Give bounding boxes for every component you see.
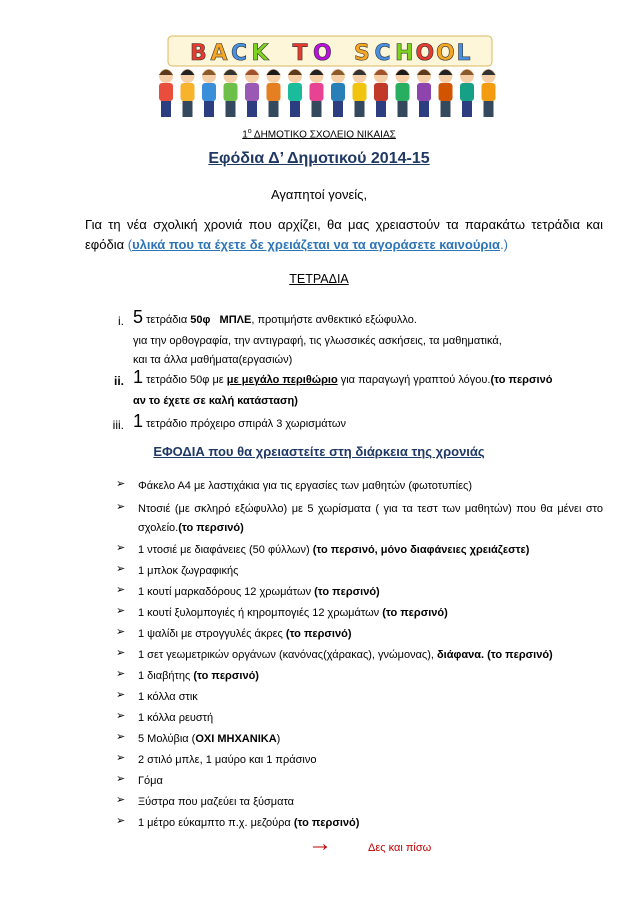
arrow-bullet-icon: ➢ [116, 584, 126, 596]
supplies-heading: ΕΦΟΔΙΑ που θα χρειαστείτε στη διάρκεια της χρονιάς [153, 444, 485, 459]
supply-item: 1 κουτί μαρκαδόρους 12 χρωμάτων (το περσινό) [138, 586, 380, 598]
children-illustration [150, 30, 510, 122]
supply-item: 1 ντοσιέ με διαφάνειες (50 φύλλων) (το περσινό, μόνο διαφάνειες χρειάζεστε) [138, 544, 530, 556]
supply-item: 1 κόλλα ρευστή [138, 712, 214, 724]
back-to-school-banner [150, 30, 510, 122]
banner-letter: L [456, 41, 471, 66]
greeting: Αγαπητοί γονείς, [270, 187, 368, 202]
banner-letter: C [374, 41, 391, 66]
banner-letter: O [415, 41, 435, 66]
supply-item: Γόμα [138, 775, 163, 787]
arrow-bullet-icon: ➢ [116, 626, 126, 638]
child-figure [288, 69, 302, 117]
supply-item: 1 διαβήτης (το περσινό) [138, 670, 259, 682]
item-i-number: i. [118, 314, 124, 328]
intro-paragraph: Για τη νέα σχολική χρονιά που αρχίζει, θα μας χρειαστούν τα παρακάτω τετράδια και εφόδια (υλικά που τα έχετε δε χρειάζεται να τα αγοράσετε καινούρια.) [85, 217, 603, 252]
item-ii-line1: 1 τετράδιο 50φ με με μεγάλο περιθώριο για παραγωγή γραπτού λόγου.(το περσινό [133, 367, 553, 387]
child-figure [439, 69, 453, 117]
supply-item: 1 σετ γεωμετρικών οργάνων (κανόνας(χάρακας), γνώμονας), διάφανα. (το περσινό) [138, 649, 553, 661]
notebooks-heading: ΤΕΤΡΑΔΙΑ [289, 272, 349, 286]
item-iii-line1: 1 τετράδιο πρόχειρο σπιράλ 3 χωρισμάτων [133, 411, 346, 431]
child-figure [353, 69, 367, 117]
see-back-note: Δες και πίσω [368, 842, 432, 854]
item-i-line3: και τα άλλα μαθήματα(εργασιών) [133, 354, 293, 366]
supply-item: Φάκελο Α4 με λαστιχάκια για τις εργασίες των μαθητών (φωτοτυπίες) [138, 480, 472, 492]
item-iii-number: iii. [112, 418, 124, 432]
school-name: $1^o$ ΔΗΜΟΤΙΚΟ ΣΧΟΛΕΙΟ ΝΙΚΑΙΑΣ [242, 128, 396, 141]
child-figure [267, 69, 281, 117]
supply-item: Ντοσιέ (με σκληρό εξώφυλλο) με 5 χωρίσματα ( για τα τεστ των μαθητών) που θα μένει στο σχολείο.(το περσινό) [138, 503, 603, 534]
item-ii-number: ii. [113, 374, 124, 388]
arrow-bullet-icon: ➢ [116, 563, 126, 575]
item-i-line2: για την ορθογραφία, την αντιγραφή, τις γλωσσικές ασκήσεις, τα μαθηματικά, [133, 335, 502, 347]
arrow-bullet-icon: ➢ [116, 478, 126, 490]
banner-letter: H [395, 41, 414, 66]
supply-item: 2 στιλό μπλε, 1 μαύρο και 1 πράσινο [138, 754, 317, 766]
banner-letter: O [313, 41, 332, 66]
arrow-bullet-icon: ➢ [116, 731, 126, 743]
supply-item: 1 μέτρο εύκαμπτο π.χ. μεζούρα (το περσινό) [138, 817, 360, 829]
child-figure [417, 69, 431, 117]
banner-title [190, 41, 471, 66]
supply-item: 5 Μολύβια (ΟΧΙ ΜΗΧΑΝΙΚΑ) [138, 733, 281, 745]
intro-note: υλικά που τα έχετε δε χρειάζεται να τα αγοράσετε καινούρια [132, 237, 501, 252]
banner-letter: S [354, 41, 370, 66]
supply-item: Ξύστρα που μαζεύει τα ξύσματα [138, 796, 295, 808]
child-figure [159, 69, 173, 117]
arrow-bullet-icon: ➢ [116, 710, 126, 722]
supply-item: 1 κουτί ξυλομπογιές ή κηρομπογιές 12 χρωμάτων (το περσινό) [138, 607, 448, 619]
arrow-right-icon: → [308, 830, 332, 857]
arrow-bullet-icon: ➢ [116, 752, 126, 764]
banner-letter: K [251, 41, 269, 66]
child-figure [482, 69, 496, 117]
arrow-bullet-icon: ➢ [116, 689, 126, 701]
child-figure [310, 69, 324, 117]
item-i-line1: 5 τετράδια 50φ ΜΠΛΕ, προτιμήστε ανθεκτικό εξώφυλλο. [133, 307, 417, 327]
child-figure [181, 69, 195, 117]
banner-letter: B [190, 41, 207, 66]
banner-letter: T [292, 41, 308, 66]
arrow-bullet-icon: ➢ [116, 668, 126, 680]
page-title: Εφόδια Δ’ Δημοτικού 2014-15 [208, 150, 430, 167]
item-ii-line2: αν το έχετε σε καλή κατάσταση) [133, 395, 298, 407]
child-figure [460, 69, 474, 117]
banner-letter: A [210, 41, 228, 66]
arrow-bullet-icon: ➢ [116, 542, 126, 554]
arrow-bullet-icon: ➢ [116, 647, 126, 659]
arrow-bullet-icon: ➢ [116, 605, 126, 617]
supply-item: 1 μπλοκ ζωγραφικής [138, 565, 239, 577]
arrow-bullet-icon: ➢ [116, 794, 126, 806]
child-figure [396, 69, 410, 117]
arrow-bullet-icon: ➢ [116, 501, 126, 513]
child-figure [331, 69, 345, 117]
supply-item: 1 ψαλίδι με στρογγυλές άκρες (το περσινό) [138, 628, 352, 640]
child-figure [245, 69, 259, 117]
banner-letter: O [436, 41, 455, 66]
child-figure [224, 69, 238, 117]
kids-figures [159, 69, 496, 117]
child-figure [374, 69, 388, 117]
banner-letter: C [231, 41, 248, 66]
arrow-bullet-icon: ➢ [116, 815, 126, 827]
child-figure [202, 69, 216, 117]
arrow-bullet-icon: ➢ [116, 773, 126, 785]
supply-item: 1 κόλλα στικ [138, 691, 198, 703]
